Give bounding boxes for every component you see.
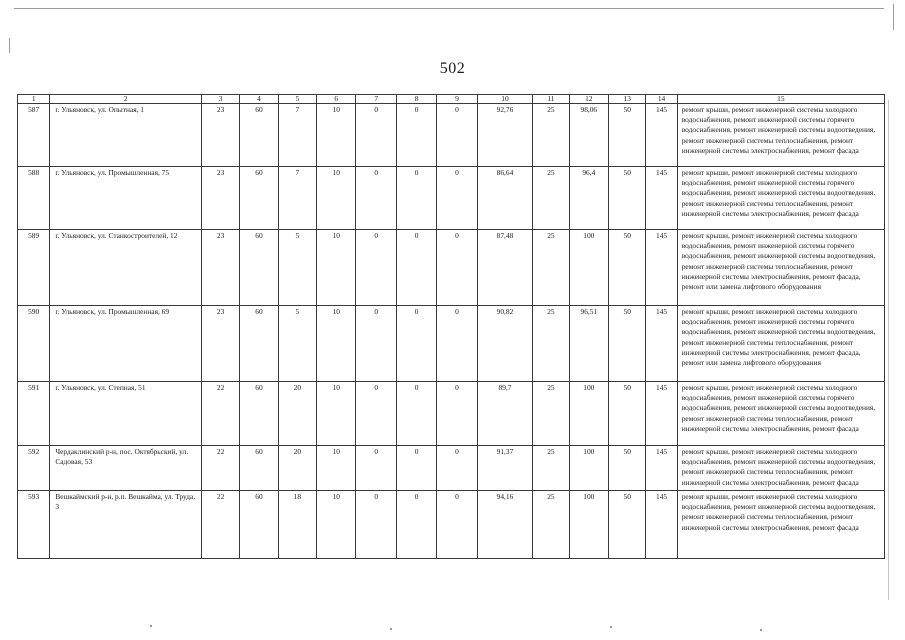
scan-speck xyxy=(150,625,152,627)
value-cell: 0 xyxy=(437,306,477,382)
col-header: 14 xyxy=(646,95,677,104)
address-cell: г. Ульяновск, ул. Степная, 51 xyxy=(50,382,202,446)
value-cell: 23 xyxy=(201,104,239,167)
scan-border-left xyxy=(9,38,10,53)
value-cell: 0 xyxy=(356,230,396,306)
works-cell: ремонт крыши, ремонт инженерной системы холодного водоснабжения, ремонт инженерной системы водоотведения, ремонт инженерной системы теплоснабжения, ремонт инженерной системы электроснабжения, ремонт фасада xyxy=(677,491,884,559)
works-cell: ремонт крыши, ремонт инженерной системы холодного водоснабжения, ремонт инженерной системы водоотведения, ремонт инженерной системы теплоснабжения, ремонт инженерной системы электроснабжения, ремонт фасада xyxy=(677,446,884,491)
value-cell: 0 xyxy=(356,306,396,382)
scan-border-right xyxy=(893,4,894,30)
table-row xyxy=(18,230,885,306)
value-cell: 60 xyxy=(240,167,278,230)
col-header: 1 xyxy=(18,95,50,104)
value-cell: 50 xyxy=(609,446,646,491)
value-cell: 0 xyxy=(437,382,477,446)
value-cell: 0 xyxy=(356,491,396,559)
col-header: 2 xyxy=(50,95,202,104)
repair-schedule-table xyxy=(17,94,885,559)
value-cell: 0 xyxy=(437,230,477,306)
value-cell: 91,37 xyxy=(477,446,533,491)
table-row xyxy=(18,446,885,491)
value-cell: 90,82 xyxy=(477,306,533,382)
value-cell: 0 xyxy=(356,446,396,491)
scan-speck xyxy=(760,629,762,631)
works-cell: ремонт крыши, ремонт инженерной системы холодного водоснабжения, ремонт инженерной системы горячего водоснабжения, ремонт инженерной системы водоотведения, ремонт инженерной системы теплоснабжения, ремонт инженерной системы электроснабжения, ремонт фасада, ремонт или замена лифтового оборудования xyxy=(677,230,884,306)
value-cell: 145 xyxy=(646,306,677,382)
row-number: 589 xyxy=(18,230,50,306)
value-cell: 10 xyxy=(317,491,356,559)
value-cell: 145 xyxy=(646,446,677,491)
scan-border-top xyxy=(14,8,884,9)
value-cell: 25 xyxy=(533,306,569,382)
value-cell: 96,51 xyxy=(569,306,608,382)
value-cell: 0 xyxy=(437,446,477,491)
col-header: 4 xyxy=(240,95,278,104)
col-header: 13 xyxy=(609,95,646,104)
value-cell: 145 xyxy=(646,167,677,230)
value-cell: 0 xyxy=(437,167,477,230)
value-cell: 0 xyxy=(396,104,436,167)
works-cell: ремонт крыши, ремонт инженерной системы холодного водоснабжения, ремонт инженерной системы горячего водоснабжения, ремонт инженерной системы водоотведения, ремонт инженерной системы теплоснабжения, ремонт инженерной системы электроснабжения, ремонт фасада, ремонт или замена лифтового оборудования xyxy=(677,306,884,382)
value-cell: 10 xyxy=(317,306,356,382)
value-cell: 60 xyxy=(240,382,278,446)
col-header: 15 xyxy=(677,95,884,104)
page-number: 502 xyxy=(439,60,466,77)
row-number: 593 xyxy=(18,491,50,559)
value-cell: 50 xyxy=(609,230,646,306)
value-cell: 100 xyxy=(569,446,608,491)
value-cell: 50 xyxy=(609,491,646,559)
value-cell: 60 xyxy=(240,446,278,491)
value-cell: 10 xyxy=(317,446,356,491)
value-cell: 23 xyxy=(201,230,239,306)
value-cell: 86,64 xyxy=(477,167,533,230)
value-cell: 60 xyxy=(240,306,278,382)
value-cell: 7 xyxy=(278,104,316,167)
table-row xyxy=(18,104,885,167)
value-cell: 145 xyxy=(646,104,677,167)
value-cell: 50 xyxy=(609,306,646,382)
value-cell: 50 xyxy=(609,382,646,446)
table-row xyxy=(18,382,885,446)
col-header: 5 xyxy=(278,95,316,104)
row-number: 592 xyxy=(18,446,50,491)
value-cell: 0 xyxy=(396,306,436,382)
col-header: 3 xyxy=(201,95,239,104)
value-cell: 5 xyxy=(278,230,316,306)
value-cell: 25 xyxy=(533,167,569,230)
value-cell: 96,4 xyxy=(569,167,608,230)
col-header: 8 xyxy=(396,95,436,104)
col-header: 6 xyxy=(317,95,356,104)
col-header: 12 xyxy=(569,95,608,104)
address-cell: г. Ульяновск, ул. Опытная, 1 xyxy=(50,104,202,167)
address-cell: г. Ульяновск, ул. Станкостроителей, 12 xyxy=(50,230,202,306)
table-row xyxy=(18,491,885,559)
value-cell: 0 xyxy=(356,167,396,230)
value-cell: 94,16 xyxy=(477,491,533,559)
works-cell: ремонт крыши, ремонт инженерной системы холодного водоснабжения, ремонт инженерной системы горячего водоснабжения, ремонт инженерной системы водоотведения, ремонт инженерной системы теплоснабжения, ремонт инженерной системы электроснабжения, ремонт фасада xyxy=(677,382,884,446)
value-cell: 145 xyxy=(646,382,677,446)
value-cell: 0 xyxy=(396,491,436,559)
value-cell: 50 xyxy=(609,104,646,167)
value-cell: 20 xyxy=(278,382,316,446)
address-cell: Чердаклинский р-н, пос. Октябрьский, ул. Садовая, 53 xyxy=(50,446,202,491)
value-cell: 0 xyxy=(396,446,436,491)
value-cell: 0 xyxy=(437,491,477,559)
col-header: 7 xyxy=(356,95,396,104)
table-row xyxy=(18,306,885,382)
value-cell: 10 xyxy=(317,167,356,230)
value-cell: 23 xyxy=(201,306,239,382)
scan-border-right-lower xyxy=(888,100,889,600)
value-cell: 10 xyxy=(317,382,356,446)
value-cell: 25 xyxy=(533,446,569,491)
value-cell: 0 xyxy=(396,167,436,230)
value-cell: 89,7 xyxy=(477,382,533,446)
address-cell: г. Ульяновск, ул. Промышленная, 75 xyxy=(50,167,202,230)
works-cell: ремонт крыши, ремонт инженерной системы холодного водоснабжения, ремонт инженерной системы горячего водоснабжения, ремонт инженерной системы водоотведения, ремонт инженерной системы теплоснабжения, ремонт инженерной системы электроснабжения, ремонт фасада xyxy=(677,104,884,167)
value-cell: 145 xyxy=(646,230,677,306)
row-number: 587 xyxy=(18,104,50,167)
row-number: 590 xyxy=(18,306,50,382)
value-cell: 145 xyxy=(646,491,677,559)
value-cell: 60 xyxy=(240,230,278,306)
scan-speck xyxy=(390,628,392,630)
value-cell: 60 xyxy=(240,491,278,559)
table-row xyxy=(18,167,885,230)
works-cell: ремонт крыши, ремонт инженерной системы холодного водоснабжения, ремонт инженерной системы горячего водоснабжения, ремонт инженерной системы водоотведения, ремонт инженерной системы теплоснабжения, ремонт инженерной системы электроснабжения, ремонт фасада xyxy=(677,167,884,230)
value-cell: 25 xyxy=(533,104,569,167)
value-cell: 25 xyxy=(533,491,569,559)
value-cell: 25 xyxy=(533,382,569,446)
value-cell: 60 xyxy=(240,104,278,167)
col-header: 10 xyxy=(477,95,533,104)
scan-speck xyxy=(610,626,612,628)
row-number: 588 xyxy=(18,167,50,230)
value-cell: 0 xyxy=(437,104,477,167)
value-cell: 0 xyxy=(356,104,396,167)
value-cell: 7 xyxy=(278,167,316,230)
value-cell: 10 xyxy=(317,104,356,167)
value-cell: 0 xyxy=(396,382,436,446)
value-cell: 100 xyxy=(569,230,608,306)
value-cell: 23 xyxy=(201,167,239,230)
value-cell: 50 xyxy=(609,167,646,230)
value-cell: 5 xyxy=(278,306,316,382)
value-cell: 22 xyxy=(201,382,239,446)
header-row xyxy=(18,95,885,104)
value-cell: 100 xyxy=(569,382,608,446)
value-cell: 18 xyxy=(278,491,316,559)
address-cell: г. Ульяновск, ул. Промышленная, 69 xyxy=(50,306,202,382)
col-header: 9 xyxy=(437,95,477,104)
value-cell: 20 xyxy=(278,446,316,491)
address-cell: Вешкаймский р-н, р.п. Вешкайма, ул. Труда, 3 xyxy=(50,491,202,559)
row-number: 591 xyxy=(18,382,50,446)
value-cell: 0 xyxy=(396,230,436,306)
value-cell: 10 xyxy=(317,230,356,306)
value-cell: 92,76 xyxy=(477,104,533,167)
value-cell: 0 xyxy=(356,382,396,446)
value-cell: 22 xyxy=(201,491,239,559)
value-cell: 25 xyxy=(533,230,569,306)
value-cell: 100 xyxy=(569,491,608,559)
value-cell: 87,48 xyxy=(477,230,533,306)
value-cell: 98,06 xyxy=(569,104,608,167)
value-cell: 22 xyxy=(201,446,239,491)
col-header: 11 xyxy=(533,95,569,104)
